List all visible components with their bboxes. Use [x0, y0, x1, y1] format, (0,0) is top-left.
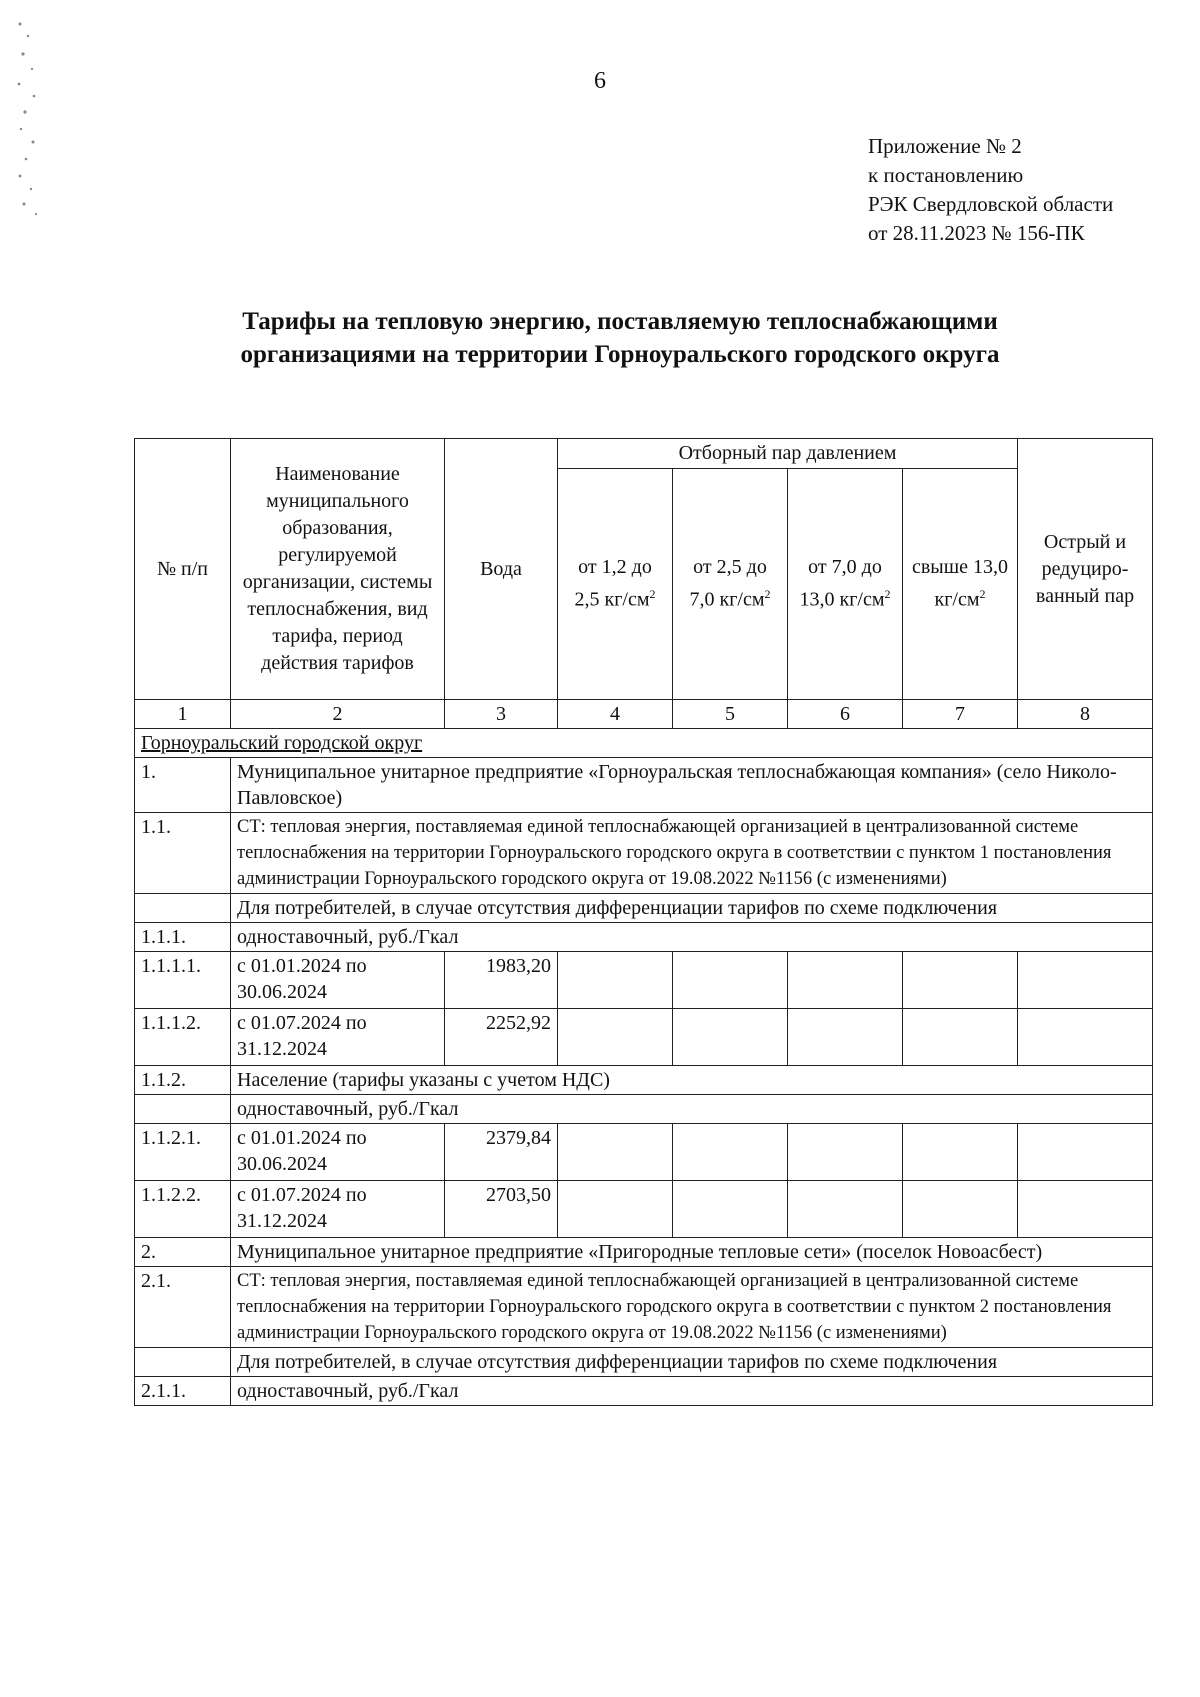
empty-cell — [1018, 1181, 1153, 1238]
row-text: СТ: тепловая энергия, поставляемая единой теплоснабжающей организацией в централизованной системе теплоснабжения на территории Горноуральского городского округа в соответствии с пунктом 2 постановления администрации Горноуральского городского округа от 19.08.2022 №1156 (с изменениями) — [231, 1267, 1153, 1348]
row-number: 1.1.2. — [135, 1066, 231, 1095]
empty-cell — [788, 1181, 903, 1238]
row-number: 2.1. — [135, 1267, 231, 1348]
header-cell — [673, 469, 788, 700]
empty-cell — [673, 1124, 788, 1181]
group-title: Горноуральский городской округ — [135, 729, 1153, 758]
empty-cell — [558, 1181, 673, 1238]
table-row — [135, 1267, 1153, 1348]
header-cell — [558, 469, 673, 700]
row-text: с 01.07.2024 по 31.12.2024 — [231, 1009, 445, 1066]
appendix-note — [868, 132, 1113, 248]
row-text: с 01.01.2024 по 30.06.2024 — [231, 1124, 445, 1181]
empty-cell — [903, 1124, 1018, 1181]
table-row — [135, 1095, 1153, 1124]
header-cell: № п/п — [135, 439, 231, 700]
title-line: организациями на территории Горноуральского городского округа — [240, 341, 1000, 368]
row-text: с 01.01.2024 по 30.06.2024 — [231, 952, 445, 1009]
header-cell: Острый и редуциро-ванный пар — [1018, 439, 1153, 700]
header-cell: Наименование муниципального образования, регулируемой организации, системы теплоснабжения, вид тарифа, период действия тарифов — [231, 439, 445, 700]
header-text: от 7,0 до 13,0 кг/см — [799, 556, 885, 611]
empty-cell — [673, 1181, 788, 1238]
document-title — [150, 305, 1090, 371]
header-row — [135, 439, 1153, 469]
row-number: 1.1. — [135, 813, 231, 894]
superscript: 2 — [979, 587, 986, 602]
table-row — [135, 1181, 1153, 1238]
column-number: 2 — [231, 700, 445, 729]
column-number: 4 — [558, 700, 673, 729]
column-number: 1 — [135, 700, 231, 729]
row-number: 2. — [135, 1238, 231, 1267]
header-text: от 2,5 до 7,0 кг/см — [689, 556, 767, 611]
row-text: Для потребителей, в случае отсутствия дифференциации тарифов по схеме подключения — [231, 1348, 1153, 1377]
row-number: 1.1.2.1. — [135, 1124, 231, 1181]
row-number: 1.1.1. — [135, 923, 231, 952]
row-number: 1.1.2.2. — [135, 1181, 231, 1238]
table-row — [135, 1124, 1153, 1181]
group-row — [135, 729, 1153, 758]
empty-cell — [788, 1124, 903, 1181]
header-text: свыше 13,0 кг/см — [911, 556, 1009, 611]
header-cell-steam: Отборный пар давлением — [558, 439, 1018, 469]
empty-cell — [903, 952, 1018, 1009]
empty-cell — [1018, 952, 1153, 1009]
row-text: СТ: тепловая энергия, поставляемая единой теплоснабжающей организацией в централизованной системе теплоснабжения на территории Горноуральского городского округа в соответствии с пунктом 1 постановления администрации Горноуральского городского округа от 19.08.2022 №1156 (с изменениями) — [231, 813, 1153, 894]
table-row — [135, 1377, 1153, 1406]
row-text: Муниципальное унитарное предприятие «Горноуральская теплоснабжающая компания» (село Николо-Павловское) — [231, 758, 1153, 813]
row-text: одноставочный, руб./Гкал — [231, 923, 1153, 952]
empty-cell — [903, 1181, 1018, 1238]
table-row — [135, 952, 1153, 1009]
header-text: от 1,2 до 2,5 кг/см — [574, 556, 652, 611]
water-tariff-value: 2703,50 — [445, 1181, 558, 1238]
column-number: 6 — [788, 700, 903, 729]
row-number — [135, 1348, 231, 1377]
table-row — [135, 758, 1153, 813]
row-text: Для потребителей, в случае отсутствия дифференциации тарифов по схеме подключения — [231, 894, 1153, 923]
header-cell: Вода — [445, 439, 558, 700]
column-number: 8 — [1018, 700, 1153, 729]
table-row — [135, 1009, 1153, 1066]
empty-cell — [788, 952, 903, 1009]
column-number: 3 — [445, 700, 558, 729]
table-row — [135, 923, 1153, 952]
water-tariff-value: 2252,92 — [445, 1009, 558, 1066]
title-line: Тарифы на тепловую энергию, поставляемую теплоснабжающими — [242, 308, 998, 335]
table-row — [135, 1066, 1153, 1095]
scan-artifact — [14, 14, 44, 224]
table-row — [135, 1348, 1153, 1377]
empty-cell — [1018, 1124, 1153, 1181]
appendix-line: РЭК Свердловской области — [868, 192, 1114, 216]
empty-cell — [558, 952, 673, 1009]
table-row — [135, 894, 1153, 923]
row-number — [135, 894, 231, 923]
row-number: 1. — [135, 758, 231, 813]
row-text: Население (тарифы указаны с учетом НДС) — [231, 1066, 1153, 1095]
row-text: одноставочный, руб./Гкал — [231, 1095, 1153, 1124]
row-number: 2.1.1. — [135, 1377, 231, 1406]
water-tariff-value: 2379,84 — [445, 1124, 558, 1181]
tariff-table — [134, 438, 1153, 1406]
empty-cell — [788, 1009, 903, 1066]
superscript: 2 — [649, 587, 656, 602]
empty-cell — [903, 1009, 1018, 1066]
empty-cell — [673, 952, 788, 1009]
row-number: 1.1.1.1. — [135, 952, 231, 1009]
superscript: 2 — [764, 587, 771, 602]
row-text: Муниципальное унитарное предприятие «Пригородные тепловые сети» (поселок Новоасбест) — [231, 1238, 1153, 1267]
page-number: 6 — [594, 68, 606, 94]
empty-cell — [558, 1009, 673, 1066]
empty-cell — [558, 1124, 673, 1181]
row-text: с 01.07.2024 по 31.12.2024 — [231, 1181, 445, 1238]
water-tariff-value: 1983,20 — [445, 952, 558, 1009]
appendix-line: от 28.11.2023 № 156-ПК — [868, 221, 1085, 245]
column-number: 5 — [673, 700, 788, 729]
header-cell — [788, 469, 903, 700]
table-row — [135, 1238, 1153, 1267]
empty-cell — [673, 1009, 788, 1066]
table-row — [135, 813, 1153, 894]
row-number: 1.1.1.2. — [135, 1009, 231, 1066]
empty-cell — [1018, 1009, 1153, 1066]
row-text: одноставочный, руб./Гкал — [231, 1377, 1153, 1406]
row-number — [135, 1095, 231, 1124]
header-cell — [903, 469, 1018, 700]
appendix-line: Приложение № 2 — [868, 134, 1022, 158]
column-number: 7 — [903, 700, 1018, 729]
column-number-row — [135, 700, 1153, 729]
appendix-line: к постановлению — [868, 163, 1024, 187]
superscript: 2 — [884, 587, 891, 602]
